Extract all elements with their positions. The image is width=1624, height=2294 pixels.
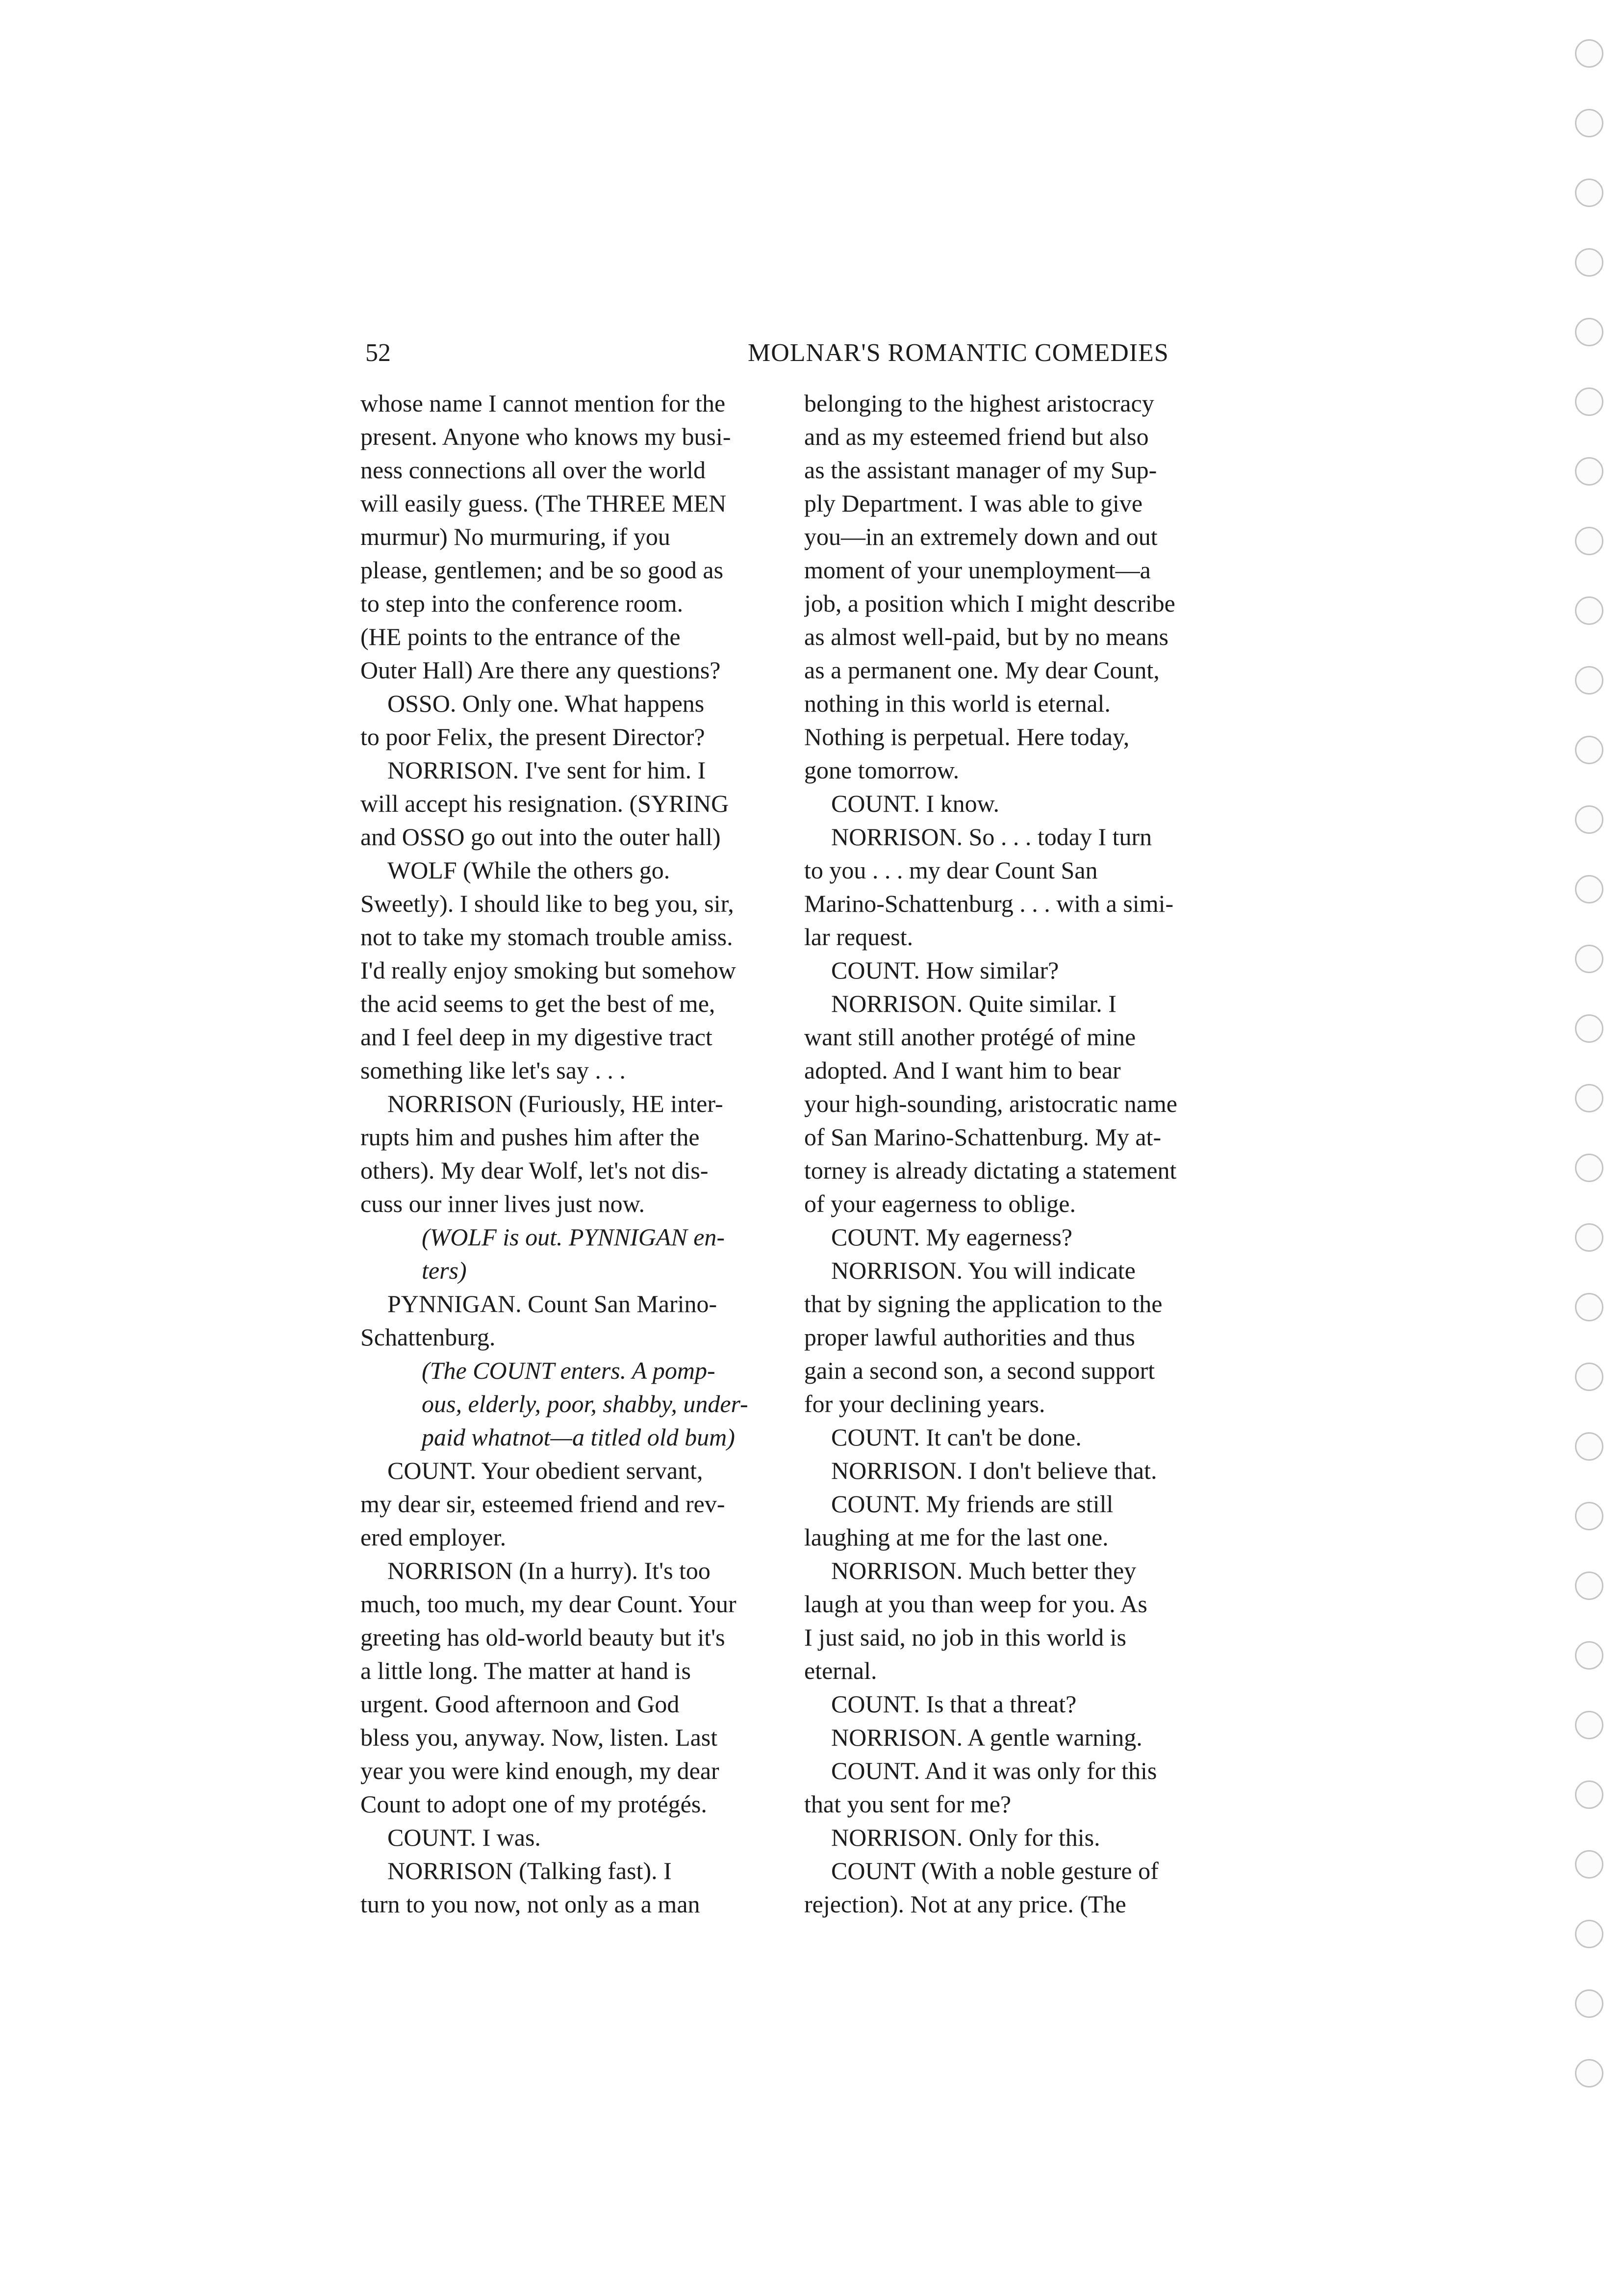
- binder-hole: [1575, 875, 1603, 903]
- binder-hole: [1575, 1850, 1603, 1879]
- text-line: NORRISON. You will indicate: [831, 1257, 1136, 1284]
- text-line: turn to you now, not only as a man: [360, 1890, 700, 1918]
- text-line: COUNT. Is that a threat?: [831, 1690, 1077, 1718]
- text-line: murmur) No murmuring, if you: [360, 523, 670, 550]
- binder-hole: [1575, 527, 1603, 555]
- text-line: to step into the conference room.: [360, 590, 684, 617]
- binder-hole: [1575, 1293, 1603, 1321]
- text-line: I'd really enjoy smoking but somehow: [360, 956, 736, 984]
- binder-hole: [1575, 1711, 1603, 1739]
- text-line: Schattenburg.: [360, 1323, 496, 1351]
- text-line: Outer Hall) Are there any questions?: [360, 656, 721, 684]
- text-line: Nothing is perpetual. Here today,: [804, 723, 1130, 750]
- text-line: OSSO. Only one. What happens: [387, 690, 705, 717]
- text-line: NORRISON. Quite similar. I: [831, 990, 1116, 1017]
- binder-hole: [1575, 2059, 1603, 2088]
- text-line: NORRISON. A gentle warning.: [831, 1724, 1142, 1751]
- text-line: and OSSO go out into the outer hall): [360, 823, 721, 851]
- text-line: the acid seems to get the best of me,: [360, 990, 715, 1017]
- text-line: NORRISON. Much better they: [831, 1557, 1137, 1584]
- text-line: COUNT. And it was only for this: [831, 1757, 1157, 1784]
- text-line: COUNT. Your obedient servant,: [387, 1457, 703, 1484]
- binder-hole: [1575, 1641, 1603, 1670]
- text-line: greeting has old-world beauty but it's: [360, 1624, 725, 1651]
- text-line: year you were kind enough, my dear: [360, 1757, 719, 1784]
- text-line: rupts him and pushes him after the: [360, 1123, 700, 1151]
- text-line: not to take my stomach trouble amiss.: [360, 923, 733, 951]
- binder-hole: [1575, 1363, 1603, 1391]
- text-line: gone tomorrow.: [804, 756, 960, 784]
- text-line: gain a second son, a second support: [804, 1357, 1155, 1384]
- text-line: ous, elderly, poor, shabby, under-: [422, 1390, 748, 1418]
- text-line: NORRISON. So . . . today I turn: [831, 823, 1152, 851]
- binder-hole: [1575, 1572, 1603, 1600]
- text-line: of your eagerness to oblige.: [804, 1190, 1076, 1217]
- text-line: COUNT. My friends are still: [831, 1490, 1114, 1518]
- text-line: as a permanent one. My dear Count,: [804, 656, 1160, 684]
- text-line: and as my esteemed friend but also: [804, 423, 1149, 450]
- text-line: cuss our inner lives just now.: [360, 1190, 645, 1217]
- text-line: COUNT. I was.: [387, 1824, 541, 1851]
- binder-hole: [1575, 1084, 1603, 1112]
- text-line: ters): [422, 1257, 467, 1284]
- binder-hole: [1575, 179, 1603, 207]
- binder-hole: [1575, 39, 1603, 68]
- text-line: (WOLF is out. PYNNIGAN en-: [422, 1223, 725, 1251]
- text-line: to poor Felix, the present Director?: [360, 723, 705, 750]
- text-line: COUNT. I know.: [831, 790, 1000, 817]
- text-line: belonging to the highest aristocracy: [804, 389, 1154, 417]
- text-line: please, gentlemen; and be so good as: [360, 556, 724, 584]
- text-line: your high-sounding, aristocratic name: [804, 1090, 1177, 1117]
- text-line: Sweetly). I should like to beg you, sir,: [360, 890, 734, 917]
- text-line: NORRISON (In a hurry). It's too: [387, 1557, 710, 1584]
- text-line: and I feel deep in my digestive tract: [360, 1023, 712, 1051]
- text-line: Count to adopt one of my protégés.: [360, 1790, 707, 1818]
- text-line: present. Anyone who knows my busi-: [360, 423, 731, 450]
- right-column: [804, 387, 1223, 1921]
- binder-hole: [1575, 318, 1603, 346]
- text-line: will accept his resignation. (SYRING: [360, 790, 729, 817]
- text-line: COUNT. It can't be done.: [831, 1423, 1082, 1451]
- text-line: PYNNIGAN. Count San Marino-: [387, 1290, 717, 1317]
- text-line: as the assistant manager of my Sup-: [804, 456, 1157, 484]
- text-line: NORRISON (Furiously, HE inter-: [387, 1090, 723, 1117]
- text-line: ered employer.: [360, 1523, 507, 1551]
- text-line: that you sent for me?: [804, 1790, 1012, 1818]
- binder-hole: [1575, 1223, 1603, 1252]
- binder-hole: [1575, 1502, 1603, 1530]
- text-line: adopted. And I want him to bear: [804, 1057, 1121, 1084]
- text-line: COUNT (With a noble gesture of: [831, 1857, 1159, 1884]
- text-line: NORRISON (Talking fast). I: [387, 1857, 672, 1884]
- text-line: NORRISON. I don't believe that.: [831, 1457, 1157, 1484]
- text-line: something like let's say . . .: [360, 1057, 626, 1084]
- text-line: I just said, no job in this world is: [804, 1624, 1126, 1651]
- text-line: proper lawful authorities and thus: [804, 1323, 1135, 1351]
- text-line: ply Department. I was able to give: [804, 490, 1143, 517]
- text-line: want still another protégé of mine: [804, 1023, 1136, 1051]
- text-line: Marino-Schattenburg . . . with a simi-: [804, 890, 1174, 917]
- text-line: laughing at me for the last one.: [804, 1523, 1109, 1551]
- text-line: eternal.: [804, 1657, 877, 1684]
- text-line: paid whatnot—a titled old bum): [422, 1423, 735, 1451]
- text-line: NORRISON. I've sent for him. I: [387, 756, 706, 784]
- text-line: bless you, anyway. Now, listen. Last: [360, 1724, 718, 1751]
- text-line: nothing in this world is eternal.: [804, 690, 1111, 717]
- text-line: lar request.: [804, 923, 914, 951]
- text-line: torney is already dictating a statement: [804, 1157, 1177, 1184]
- text-line: for your declining years.: [804, 1390, 1045, 1418]
- text-line: whose name I cannot mention for the: [360, 389, 726, 417]
- binder-hole: [1575, 805, 1603, 834]
- text-line: (HE points to the entrance of the: [360, 623, 681, 650]
- running-head: MOLNAR'S ROMANTIC COMEDIES: [748, 339, 1169, 367]
- text-line: job, a position which I might describe: [804, 590, 1175, 617]
- binder-holes: [1565, 29, 1624, 2188]
- binder-hole: [1575, 1780, 1603, 1809]
- text-line: a little long. The matter at hand is: [360, 1657, 691, 1684]
- text-line: rejection). Not at any price. (The: [804, 1890, 1126, 1918]
- text-line: COUNT. How similar?: [831, 956, 1059, 984]
- text-line: WOLF (While the others go.: [387, 856, 670, 884]
- text-line: my dear sir, esteemed friend and rev-: [360, 1490, 725, 1518]
- binder-hole: [1575, 1920, 1603, 1948]
- binder-hole: [1575, 666, 1603, 695]
- binder-hole: [1575, 596, 1603, 625]
- binder-hole: [1575, 945, 1603, 973]
- binder-hole: [1575, 109, 1603, 137]
- binder-hole: [1575, 736, 1603, 764]
- text-line: COUNT. My eagerness?: [831, 1223, 1072, 1251]
- text-line: much, too much, my dear Count. Your: [360, 1590, 736, 1618]
- binder-hole: [1575, 457, 1603, 486]
- binder-hole: [1575, 1014, 1603, 1043]
- text-line: to you . . . my dear Count San: [804, 856, 1098, 884]
- binder-hole: [1575, 1989, 1603, 2018]
- text-line: will easily guess. (The THREE MEN: [360, 490, 727, 517]
- binder-hole: [1575, 1154, 1603, 1182]
- text-line: (The COUNT enters. A pomp-: [422, 1357, 715, 1384]
- text-line: moment of your unemployment—a: [804, 556, 1151, 584]
- text-line: NORRISON. Only for this.: [831, 1824, 1100, 1851]
- text-line: ness connections all over the world: [360, 456, 706, 484]
- text-line: that by signing the application to the: [804, 1290, 1163, 1317]
- binder-hole: [1575, 248, 1603, 277]
- text-line: laugh at you than weep for you. As: [804, 1590, 1147, 1618]
- binder-hole: [1575, 1432, 1603, 1461]
- page-number: 52: [365, 339, 391, 367]
- text-line: urgent. Good afternoon and God: [360, 1690, 680, 1718]
- text-line: you—in an extremely down and out: [804, 523, 1158, 550]
- text-line: as almost well-paid, but by no means: [804, 623, 1168, 650]
- binder-hole: [1575, 387, 1603, 416]
- text-line: others). My dear Wolf, let's not dis-: [360, 1157, 709, 1184]
- text-line: of San Marino-Schattenburg. My at-: [804, 1123, 1162, 1151]
- left-column: [360, 387, 780, 1921]
